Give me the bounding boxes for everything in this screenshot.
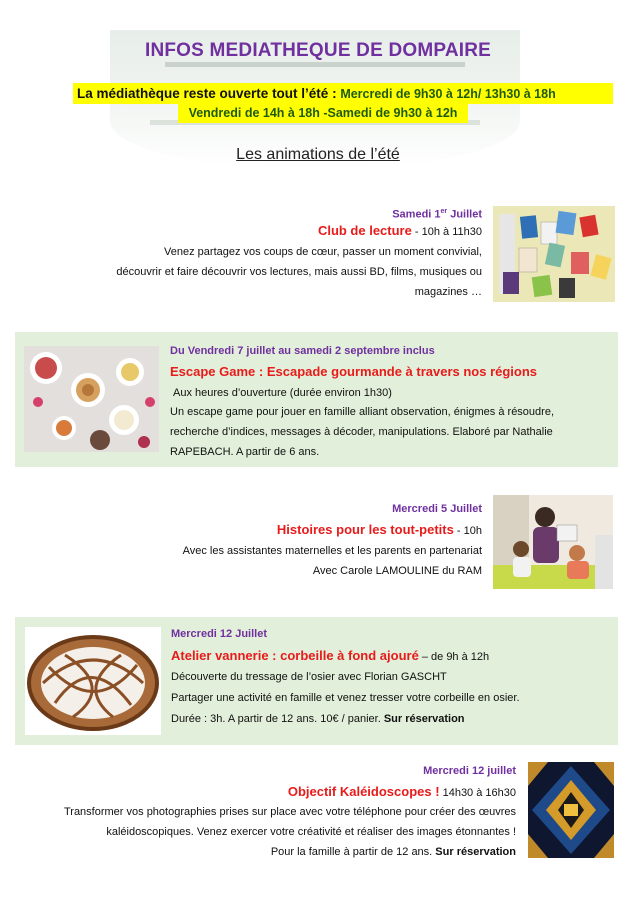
event-desc-line: découvrir et faire découvrir vos lectures, mais aussi BD, films, musiques ou: [116, 266, 482, 278]
event-time: – de 9h à 12h: [418, 651, 490, 663]
books-photo: [493, 206, 615, 302]
opening-hours-line-1: [73, 83, 613, 104]
event-name: Objectif Kaléidoscopes !: [287, 784, 440, 799]
event-desc-line: magazines …: [414, 286, 482, 298]
event-desc-line: recherche d’indices, messages à décoder, manipulations. Elaboré par Nathalie: [170, 426, 553, 438]
section-subtitle: Les animations de l’été: [236, 146, 400, 163]
event-audience-line: [271, 845, 516, 860]
event-name: Histoires pour les tout-petits: [276, 522, 454, 537]
event-club-lecture: [15, 198, 618, 308]
opening-hours-wed: Mercredi de 9h30 à 12h/ 13h30 à 18h: [340, 87, 556, 101]
event-name: Atelier vannerie : corbeille à fond ajouré: [171, 648, 419, 663]
event-date-sup: er: [440, 208, 448, 215]
event-date: Du Vendredi 7 juillet au samedi 2 septembre inclus: [170, 345, 435, 357]
opening-lead: La médiathèque reste ouverte tout l’été :: [77, 86, 341, 101]
shelf-decoration: [165, 62, 465, 67]
event-desc-line: kaléidoscopiques. Venez exercer votre créativité et réaliser des images étonnantes !: [106, 826, 516, 838]
event-hours: Aux heures d’ouverture (durée environ 1h30): [173, 387, 392, 399]
event-vannerie: [15, 617, 618, 745]
event-price-line: [171, 712, 465, 727]
opening-hours-line-2: Vendredi de 14h à 18h -Samedi de 9h30 à 12h: [178, 104, 468, 123]
reservation-note: Sur réservation: [383, 713, 465, 725]
event-title-line: [288, 784, 516, 801]
event-desc-line: Avec Carole LAMOULINE du RAM: [312, 565, 482, 577]
pastries-photo: [24, 346, 159, 452]
event-name: Escape Game : Escapade gourmande à travers nos régions: [170, 364, 538, 379]
wicker-basket-photo: [25, 627, 161, 735]
page-title: INFOS MEDIATHEQUE DE DOMPAIRE: [144, 40, 492, 61]
event-escape-game: [15, 332, 618, 467]
event-audience: Pour la famille à partir de 12 ans.: [270, 846, 436, 858]
event-date: [392, 204, 482, 223]
event-title-line: [318, 223, 482, 240]
event-kaleidoscopes: [15, 760, 618, 862]
event-desc-line: Transformer vos photographies prises sur place avec votre téléphone pour créer des œuvres: [63, 806, 516, 818]
event-desc-line: Découverte du tressage de l’osier avec Florian GASCHT: [171, 671, 447, 683]
event-date-day: Samedi 1: [392, 208, 441, 221]
event-date: Mercredi 12 Juillet: [171, 628, 267, 640]
event-date-month: Juillet: [447, 208, 482, 221]
reservation-note: Sur réservation: [435, 846, 516, 858]
event-desc-line: Avec les assistantes maternelles et les parents en partenariat: [182, 545, 482, 557]
event-desc-line: RAPEBACH. A partir de 6 ans.: [170, 446, 320, 458]
event-time: 14h30 à 16h30: [439, 787, 516, 799]
event-time: - 10h: [453, 525, 482, 537]
event-histoires: [15, 492, 618, 592]
event-title-line: [277, 522, 482, 539]
event-desc-line: Partager une activité en famille et venez tresser votre corbeille en osier.: [171, 692, 520, 704]
event-date: Mercredi 5 Juillet: [392, 503, 482, 515]
kaleidoscope-photo: [528, 762, 614, 858]
event-price: Durée : 3h. A partir de 12 ans. 10€ / panier.: [171, 713, 384, 725]
storytime-photo: [493, 495, 613, 589]
event-desc-line: Un escape game pour jouer en famille alliant observation, énigmes à résoudre,: [170, 406, 554, 418]
event-name: Club de lecture: [317, 223, 412, 238]
event-desc-line: Venez partagez vos coups de cœur, passer un moment convivial,: [164, 246, 482, 258]
event-date: Mercredi 12 juillet: [423, 765, 516, 777]
event-time: - 10h à 11h30: [411, 226, 482, 238]
event-title-line: [171, 648, 489, 665]
